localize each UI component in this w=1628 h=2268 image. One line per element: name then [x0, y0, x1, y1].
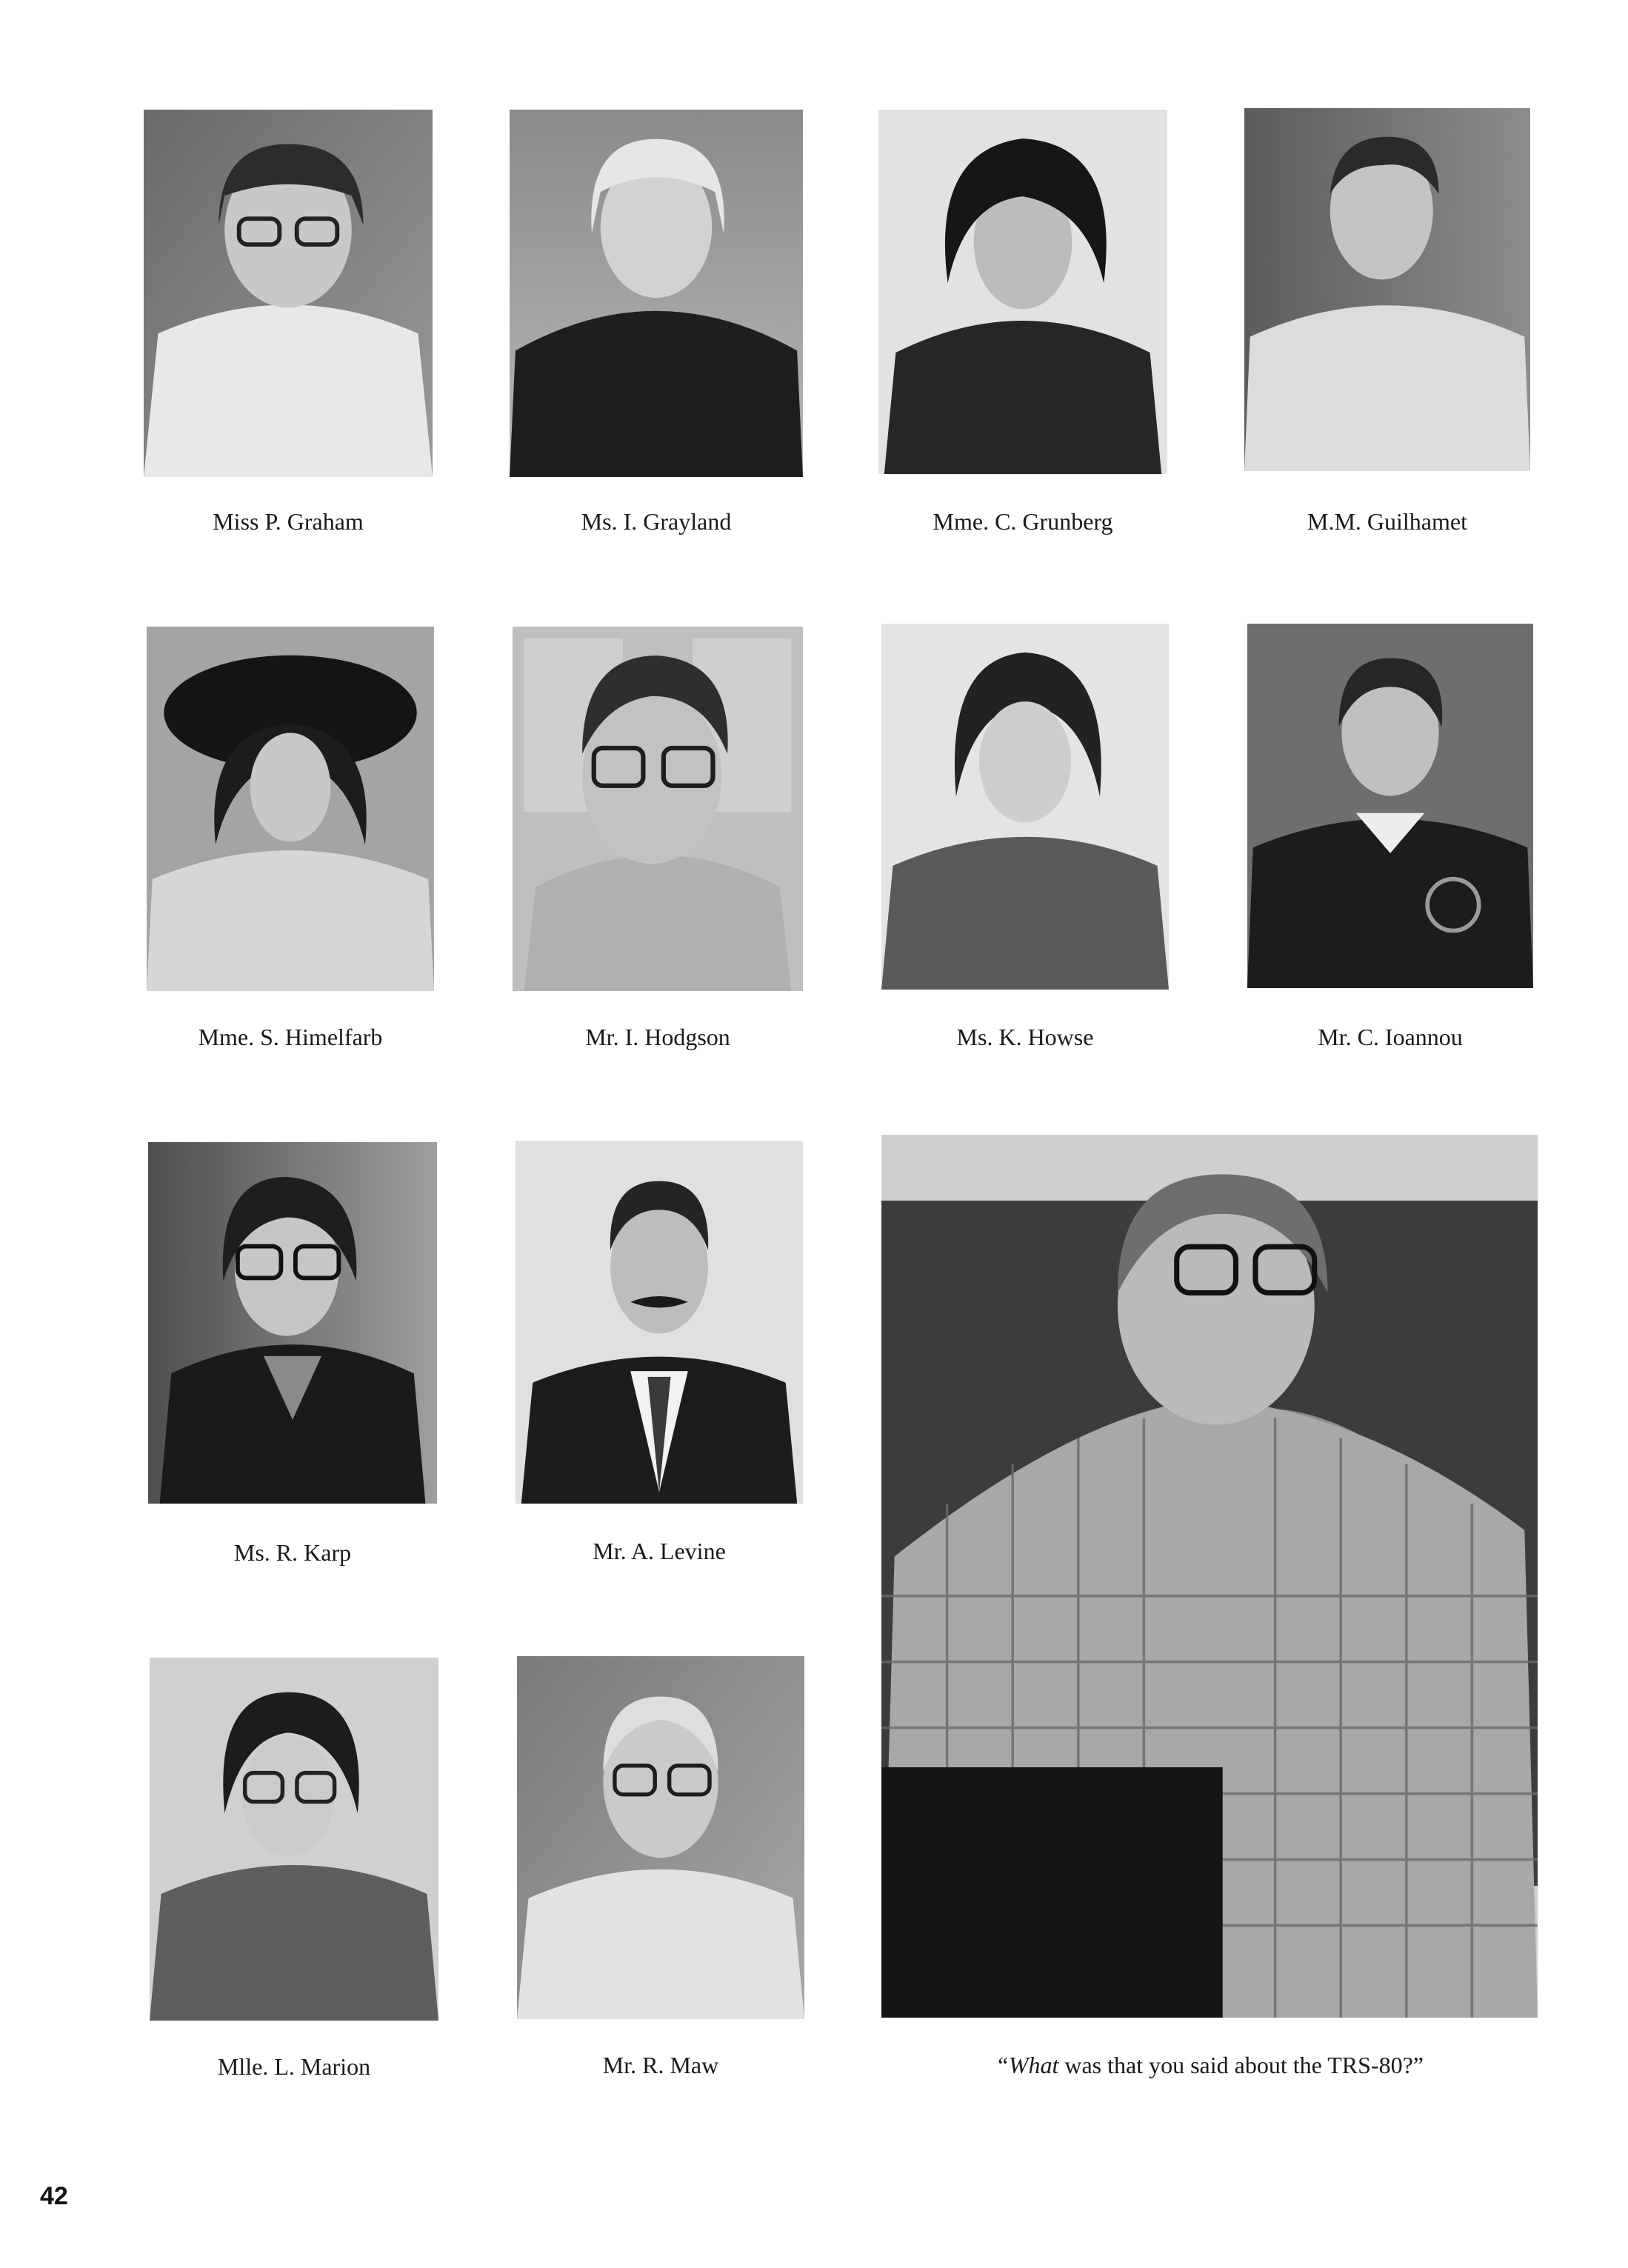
portrait-photo-grayland [510, 110, 803, 477]
portrait-caption: Mr. A. Levine [593, 1538, 726, 1564]
page-number: 42 [40, 2182, 68, 2210]
portrait-caption: Miss P. Graham [213, 508, 364, 535]
portrait-photo-grunberg [878, 110, 1167, 474]
portrait-photo-himelfarb [147, 627, 434, 991]
portrait-photo-howse [881, 624, 1169, 990]
portrait-caption: Mme. S. Himelfarb [198, 1024, 383, 1050]
portrait-photo-graham [144, 110, 433, 477]
portrait-photo-maw [517, 1656, 804, 2019]
feature-photo-caption [881, 2052, 1538, 2079]
feature-caption-emphasis: “What [995, 2052, 1059, 2078]
portrait-photo-levine [516, 1141, 803, 1504]
portrait-photo-ioannou [1247, 624, 1533, 988]
portrait-photo-karp [148, 1142, 437, 1504]
portrait-caption: M.M. Guilhamet [1307, 508, 1467, 535]
portrait-caption: Mr. C. Ioannou [1318, 1024, 1463, 1050]
portrait-caption: Mr. I. Hodgson [585, 1024, 730, 1050]
feature-caption-text: was that you said about the TRS-80?” [1058, 2052, 1424, 2078]
feature-photo-teacher [881, 1135, 1538, 2018]
portrait-caption: Mlle. L. Marion [217, 2053, 371, 2080]
portrait-caption: Ms. I. Grayland [581, 508, 732, 535]
portrait-caption: Mme. C. Grunberg [933, 508, 1113, 535]
portrait-photo-guilhamet [1244, 108, 1530, 471]
portrait-caption: Ms. R. Karp [233, 1539, 352, 1566]
portrait-photo-marion [150, 1658, 438, 2021]
portrait-caption: Mr. R. Maw [602, 2052, 719, 2078]
portrait-caption: Ms. K. Howse [956, 1024, 1094, 1050]
portrait-photo-hodgson [513, 627, 803, 991]
